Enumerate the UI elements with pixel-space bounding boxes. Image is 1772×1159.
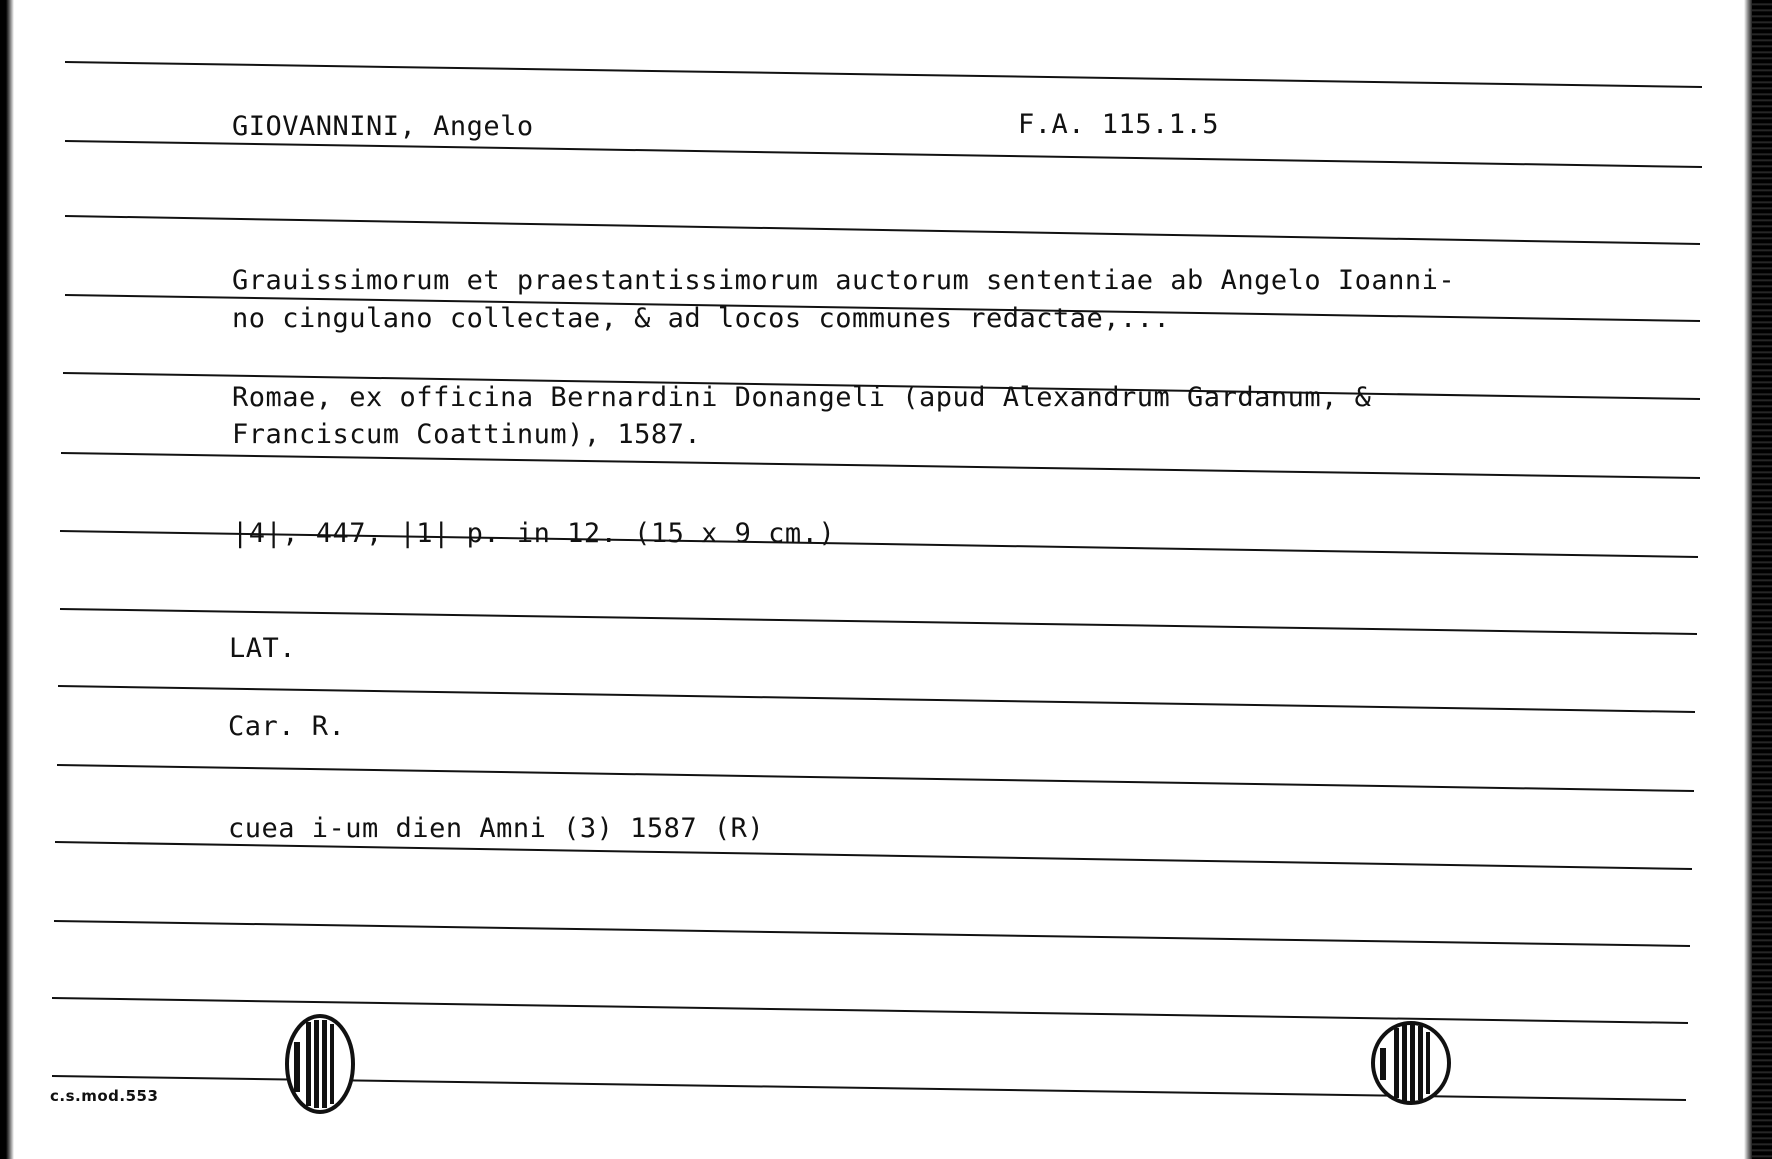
language-code: LAT. (229, 633, 297, 664)
ruled-line (55, 842, 1692, 869)
shelfmark: F.A. 115.1.5 (1018, 109, 1220, 140)
title-line-2: no cingulano collectae, & ad locos communes redactae,... (232, 303, 1171, 334)
title-line-1: Grauissimorum et praestantissimorum auctorum sententiae ab Angelo Ioanni- (232, 265, 1456, 296)
ruled-line (58, 686, 1695, 712)
ruled-line (65, 216, 1700, 244)
author-heading: GIOVANNINI, Angelo (232, 111, 534, 142)
imprint-line-2: Franciscum Coattinum), 1587. (232, 419, 702, 450)
fingerprint: cuea i-um dien Amni (3) 1587 (R) (228, 813, 765, 844)
ruled-line (60, 609, 1697, 634)
ruled-line (57, 765, 1694, 791)
punch-hole-left-icon (280, 1012, 360, 1117)
form-code: c.s.mod.553 (50, 1087, 159, 1105)
ruled-line (65, 141, 1702, 167)
ruled-line (65, 62, 1702, 87)
collation: |4|, 447, |1| p. in 12. (15 x 9 cm.) (232, 518, 836, 549)
punch-hole-right-icon (1364, 1018, 1454, 1108)
ruled-line (54, 921, 1690, 946)
imprint-line-1: Romae, ex officina Bernardini Donangeli (apud Alexandrum Gardanum, & (232, 382, 1372, 413)
type-note: Car. R. (228, 711, 346, 742)
ruled-line (61, 453, 1700, 478)
